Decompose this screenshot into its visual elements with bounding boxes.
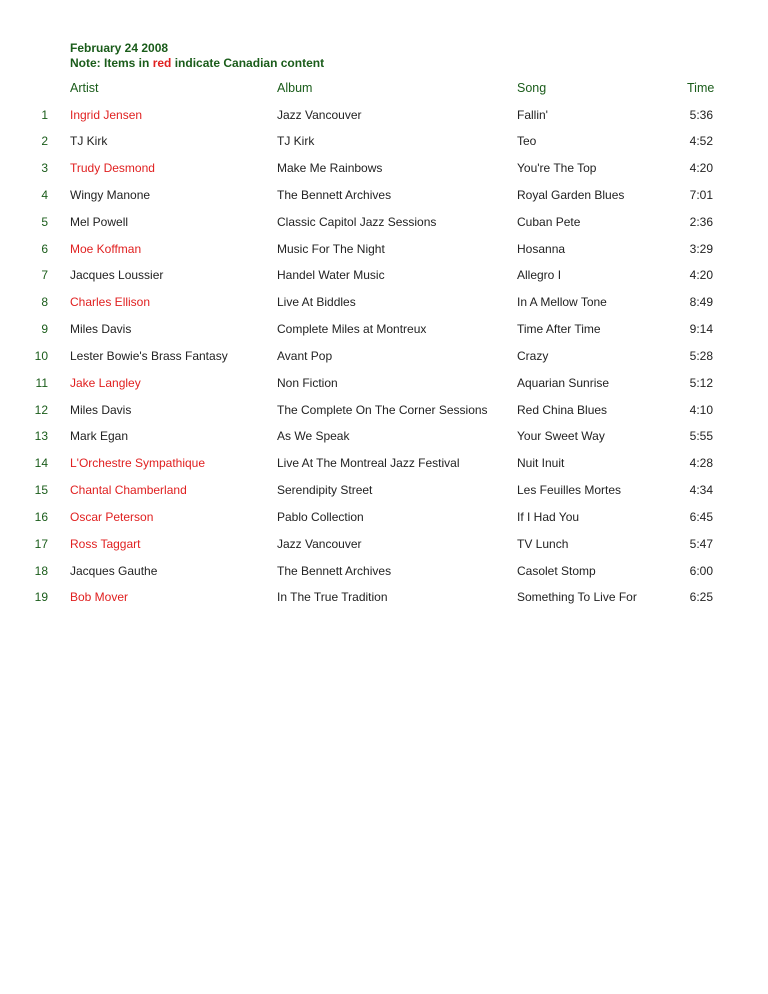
song-cell: Crazy (517, 348, 549, 363)
artist-cell: Lester Bowie's Brass Fantasy (70, 348, 228, 363)
page-header (70, 41, 324, 71)
song-cell: Teo (517, 134, 537, 149)
song-cell: Cuban Pete (517, 214, 581, 229)
table-row (0, 268, 768, 295)
artist-cell: Mark Egan (70, 429, 129, 444)
artist-cell: Wingy Manone (70, 187, 151, 202)
album-cell: In The True Tradition (277, 590, 388, 605)
artist-cell: Chantal Chamberland (70, 483, 187, 498)
row-number: 17 (34, 536, 48, 551)
row-number: 4 (41, 187, 48, 202)
row-number: 15 (34, 483, 48, 498)
table-row (0, 134, 768, 161)
time-cell: 6:00 (689, 563, 713, 578)
time-cell: 5:12 (689, 375, 713, 390)
song-cell: Hosanna (517, 241, 566, 256)
artist-cell: Jacques Gauthe (70, 563, 158, 578)
song-cell: Allegro I (517, 268, 562, 283)
row-number: 6 (41, 241, 48, 256)
time-cell: 4:20 (689, 268, 713, 283)
artist-cell: Ross Taggart (70, 536, 141, 551)
song-cell: TV Lunch (517, 536, 569, 551)
row-number: 5 (41, 214, 48, 229)
album-cell: The Complete On The Corner Sessions (277, 402, 488, 417)
time-cell: 5:28 (689, 348, 713, 363)
time-cell: 4:28 (689, 456, 713, 471)
artist-cell: Mel Powell (70, 214, 129, 229)
table-row (0, 376, 768, 403)
song-cell: Nuit Inuit (517, 456, 565, 471)
column-header-song: Song (517, 81, 547, 95)
row-number: 14 (34, 456, 48, 471)
song-cell: Royal Garden Blues (517, 187, 625, 202)
table-row (0, 161, 768, 188)
table-row (0, 590, 768, 617)
row-number: 13 (34, 429, 48, 444)
table-row (0, 456, 768, 483)
row-number: 16 (34, 509, 48, 524)
playlist-date: February 24 2008 (70, 41, 169, 55)
artist-cell: Charles Ellison (70, 295, 151, 310)
table-row (0, 322, 768, 349)
album-cell: Live At Biddles (277, 295, 356, 310)
column-header-album: Album (277, 81, 313, 95)
album-cell: Non Fiction (277, 375, 338, 390)
table-row (0, 188, 768, 215)
time-cell: 3:29 (689, 241, 713, 256)
table-row (0, 108, 768, 135)
time-cell: 2:36 (689, 214, 713, 229)
row-number: 19 (34, 590, 48, 605)
time-cell: 4:34 (689, 483, 713, 498)
time-cell: 5:55 (689, 429, 713, 444)
table-row (0, 483, 768, 510)
album-cell: Make Me Rainbows (277, 161, 383, 176)
time-cell: 4:10 (689, 402, 713, 417)
album-cell: Handel Water Music (277, 268, 385, 283)
table-row (0, 537, 768, 564)
album-cell: Live At The Montreal Jazz Festival (277, 456, 460, 471)
song-cell: You're The Top (517, 161, 597, 176)
row-number: 7 (41, 268, 48, 283)
table-row (0, 510, 768, 537)
album-cell: TJ Kirk (277, 134, 315, 149)
row-number: 10 (34, 348, 48, 363)
row-number: 12 (34, 402, 48, 417)
table-row (0, 349, 768, 376)
table-row (0, 403, 768, 430)
song-cell: Casolet Stomp (517, 563, 596, 578)
row-number: 8 (41, 295, 48, 310)
time-cell: 5:47 (689, 536, 713, 551)
song-cell: If I Had You (517, 509, 580, 524)
note-suffix: indicate Canadian content (171, 56, 325, 70)
time-cell: 9:14 (689, 322, 713, 337)
album-cell: Pablo Collection (277, 509, 364, 524)
note-red-word: red (152, 56, 172, 70)
song-cell: Les Feuilles Mortes (517, 483, 622, 498)
row-number: 11 (35, 375, 48, 390)
song-cell: Red China Blues (517, 402, 608, 417)
album-cell: Music For The Night (277, 241, 385, 256)
song-cell: Time After Time (517, 322, 601, 337)
song-cell: Fallin' (517, 107, 548, 122)
artist-cell: Jacques Loussier (70, 268, 164, 283)
artist-cell: Miles Davis (70, 402, 132, 417)
album-cell: Complete Miles at Montreux (277, 322, 427, 337)
album-cell: Jazz Vancouver (277, 536, 362, 551)
artist-cell: Ingrid Jensen (70, 107, 143, 122)
artist-cell: Bob Mover (70, 590, 129, 605)
row-number: 1 (41, 107, 48, 122)
time-cell: 7:01 (689, 187, 713, 202)
table-row (0, 429, 768, 456)
time-cell: 6:45 (689, 509, 713, 524)
album-cell: The Bennett Archives (277, 563, 392, 578)
time-cell: 6:25 (689, 590, 713, 605)
column-header-time: Time (687, 81, 715, 95)
song-cell: Your Sweet Way (517, 429, 605, 444)
time-cell: 4:52 (689, 134, 713, 149)
artist-cell: Moe Koffman (70, 241, 142, 256)
song-cell: Aquarian Sunrise (517, 375, 610, 390)
table-row (0, 242, 768, 269)
album-cell: Serendipity Street (277, 483, 373, 498)
canadian-content-note (70, 56, 324, 71)
album-cell: Classic Capitol Jazz Sessions (277, 214, 437, 229)
song-cell: Something To Live For (517, 590, 637, 605)
row-number: 18 (34, 563, 48, 578)
artist-cell: Miles Davis (70, 322, 132, 337)
album-cell: Avant Pop (277, 348, 333, 363)
time-cell: 4:20 (689, 161, 713, 176)
note-prefix: Note: Items in (70, 56, 153, 70)
album-cell: As We Speak (277, 429, 350, 444)
artist-cell: Oscar Peterson (70, 509, 154, 524)
row-number: 3 (41, 161, 48, 176)
column-header-artist: Artist (70, 81, 99, 95)
table-row (0, 564, 768, 591)
song-cell: In A Mellow Tone (517, 295, 607, 310)
row-number: 2 (41, 134, 48, 149)
time-cell: 8:49 (689, 295, 713, 310)
artist-cell: Jake Langley (70, 375, 141, 390)
artist-cell: Trudy Desmond (70, 161, 155, 176)
time-cell: 5:36 (689, 107, 713, 122)
row-number: 9 (41, 322, 48, 337)
artist-cell: L'Orchestre Sympathique (70, 456, 206, 471)
album-cell: Jazz Vancouver (277, 107, 362, 122)
table-row (0, 215, 768, 242)
table-row (0, 295, 768, 322)
album-cell: The Bennett Archives (277, 187, 392, 202)
artist-cell: TJ Kirk (70, 134, 108, 149)
